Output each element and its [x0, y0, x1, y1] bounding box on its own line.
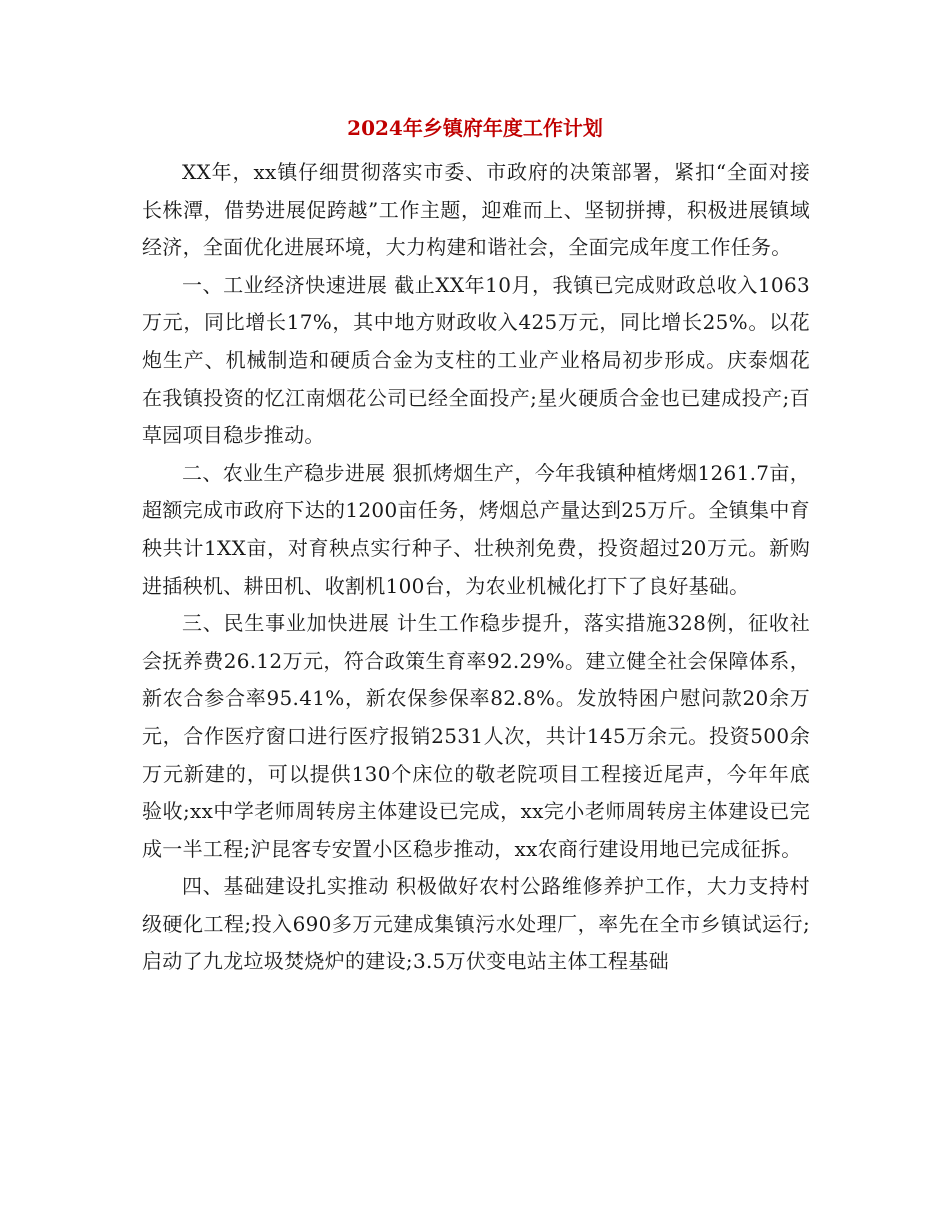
paragraph-agriculture: 二、农业生产稳步进展 狠抓烤烟生产，今年我镇种植烤烟1261.7亩，超额完成市政府下达的1200亩任务，烤烟总产量达到25万斤。全镇集中育秧共计1XX亩，对育秧点实行种子、壮秧剂免费，投资超过20万元。新购进插秧机、耕田机、收割机100台，为农业机械化打下了良好基础。: [142, 460, 810, 598]
document-body: [142, 154, 810, 981]
paragraph-livelihood: 三、民生事业加快进展 计生工作稳步提升，落实措施328例，征收社会抚养费26.12万元，符合政策生育率92.29%。建立健全社会保障体系，新农合参合率95.41%，新农保参保率82.8%。发放特困户慰问款20余万元，合作医疗窗口进行医疗报销2531人次，共计145万余元。投资500余万元新建的，可以提供130个床位的敬老院项目工程接近尾声，今年年底验收;xx中学老师周转房主体建设已完成，xx完小老师周转房主体建设已完成一半工程;沪昆客专安置小区稳步推动，xx农商行建设用地已完成征拆。: [142, 611, 810, 861]
document-title: 2024年乡镇府年度工作计划: [347, 116, 603, 140]
paragraph-industry: 一、工业经济快速进展 截止XX年10月，我镇已完成财政总收入1063万元，同比增长17%，其中地方财政收入425万元，同比增长25%。以花炮生产、机械制造和硬质合金为支柱的工业产业格局初步形成。庆泰烟花在我镇投资的忆江南烟花公司已经全面投产;星火硬质合金也已建成投产;百草园项目稳步推动。: [142, 272, 810, 448]
paragraph-intro: XX年，xx镇仔细贯彻落实市委、市政府的决策部署，紧扣“全面对接长株潭，借势进展促跨越”工作主题，迎难而上、坚韧拼搏，积极进展镇域经济，全面优化进展环境，大力构建和谐社会，全面完成年度工作任务。: [142, 160, 810, 260]
paragraph-infrastructure: 四、基础建设扎实推动 积极做好农村公路维修养护工作，大力支持村级硬化工程;投入690多万元建成集镇污水处理厂，率先在全市乡镇试运行;启动了九龙垃圾焚烧炉的建设;3.5万伏变电站主体工程基础: [142, 874, 810, 974]
